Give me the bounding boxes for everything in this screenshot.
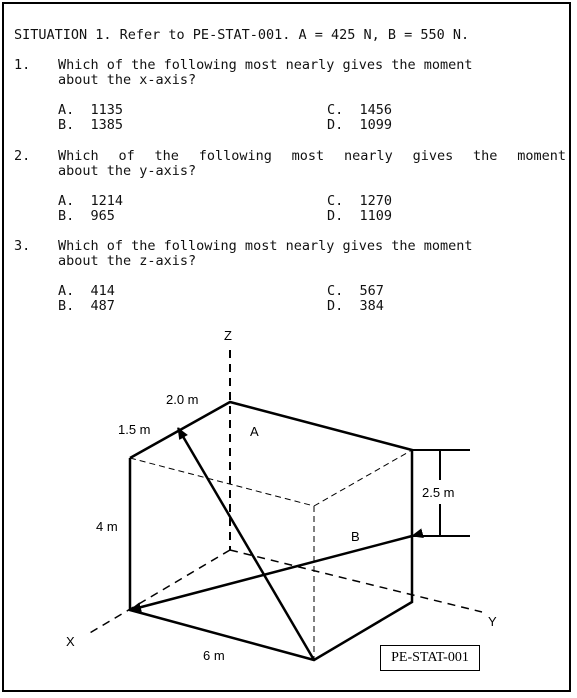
question-3-line2: about the z-axis? xyxy=(58,253,197,269)
question-1-choice-b: B. 1385 xyxy=(58,117,124,133)
question-1-number: 1. xyxy=(14,57,31,73)
question-2-choice-b: B. 965 xyxy=(58,208,115,224)
question-1-line2: about the x-axis? xyxy=(58,72,197,88)
question-3-line1: Which of the following most nearly gives the moment xyxy=(58,238,473,254)
question-3-choice-c: C. 567 xyxy=(327,283,384,299)
question-2-choice-a: A. 1214 xyxy=(58,193,124,209)
question-2-number: 2. xyxy=(14,148,31,164)
dim-side-label: 1.5 m xyxy=(118,422,151,437)
force-b-label: B xyxy=(351,529,360,544)
question-2-choice-c: C. 1270 xyxy=(327,193,393,209)
dim-height-label: 4 m xyxy=(96,519,118,534)
question-1-choice-c: C. 1456 xyxy=(327,102,393,118)
hidden-edge-top xyxy=(130,458,314,506)
question-2-line1: Which of the following most nearly gives the moment xyxy=(58,148,566,164)
question-3-choice-d: D. 384 xyxy=(327,298,384,314)
figure-reference-box xyxy=(380,645,480,671)
force-a-arrow xyxy=(178,428,314,660)
question-1-line1: Which of the following most nearly gives the moment xyxy=(58,57,473,73)
situation-text: SITUATION 1. Refer to PE-STAT-001. A = 425 N, B = 550 N. xyxy=(14,27,470,43)
question-1-choice-d: D. 1099 xyxy=(327,117,393,133)
box-outline xyxy=(130,402,412,660)
question-1-choice-a: A. 1135 xyxy=(58,102,124,118)
x-axis-line xyxy=(88,550,230,634)
dim-top-label: 2.0 m xyxy=(166,392,199,407)
y-axis-label: Y xyxy=(488,614,497,629)
question-3-choice-a: A. 414 xyxy=(58,283,115,299)
z-axis-label: Z xyxy=(224,328,232,343)
force-a-label: A xyxy=(250,424,259,439)
hidden-edge-right xyxy=(314,450,412,506)
figure-reference-label: PE-STAT-001 xyxy=(391,650,469,665)
question-3-choice-b: B. 487 xyxy=(58,298,115,314)
x-axis-label: X xyxy=(66,634,75,649)
dim-width-label: 6 m xyxy=(203,648,225,663)
question-2-line2: about the y-axis? xyxy=(58,163,197,179)
dim-right-label: 2.5 m xyxy=(422,485,455,500)
question-2-choice-d: D. 1109 xyxy=(327,208,393,224)
force-b-arrow xyxy=(130,536,412,610)
question-3-number: 3. xyxy=(14,238,31,254)
